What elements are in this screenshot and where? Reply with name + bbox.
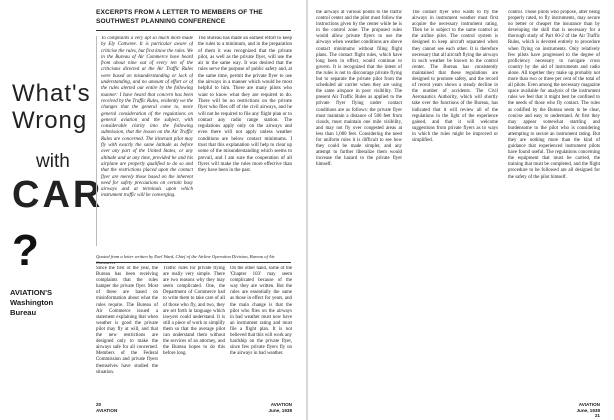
excerpt-column-1	[96, 36, 193, 246]
magazine-name: AVIATION	[578, 402, 600, 407]
body-paragraph: the airways at various points to the traffic control center and the pilot must follow the instructions given by the center while he is in the control zone. The proposed rules would allow private flyers to use the airways when weather conditions are above contact minimums without filing flight plans. The contact flight rules, which have long been in effect, would continue to govern. It is recognized that the intent of the rules is not to discourage private flying but to separate the private pilot from the scheduled air carrier when they are using the same airspace in poor visibility. The present Air Traffic Rules as applied to the private flyer flying under contact conditions are as follows: the private flyer must maintain a distance of 500 feet from clouds, must maintain one mile visibility, and may not fly over congested areas at less than 1,000 feet. Considering the need for uniform rules it is difficult to see how they could be made simpler, and any attempt to further liberalize them would increase the hazard to the private flyer himself.	[316, 10, 402, 168]
right-column-2	[412, 10, 498, 398]
excerpt-paragraph: To complaints a very apt so much more made by Ely Cottwree. It is particular aware of criticise the rules, but first know the rules. We in the Bureau of Air Commerce have heard from about nine out of every ten of the criticisms directed at the Air Traffic Rules were based on misunderstanding or lack of understanding, and no amount of effort or of the rules alerted our entire by the following manner: I have heard that concern has been received by the Traffic Rules, evidently we the changes that the general come to, more general consideration of the regulations on general aviation and the subject, with considerable clarity into the following submission, that the lesson on the Air Traffic Rules are concerned. The itinerant pilot may fly with exactly the same latitude as before over any part of the United States, or any altitude and at any time, provided he and his airplane are properly qualified to do so and that the restrictions placed upon the contact flyer are merely those based on the inherent need for safety precautions on certain busy airways and at terminals upon which instrument traffic will be converging.	[101, 36, 193, 199]
headline-line-3: with	[36, 151, 70, 172]
issue-date: June, 1938	[576, 407, 600, 413]
headline-line-2: Wrong	[12, 107, 88, 134]
body-paragraph: Since the first of the year, the Bureau has been receiving complaints that the rules hamper the private flyer. Most of these are based on misinformation about what the rules require. The Bureau of Air Commerce issued a statement explaining that when weather is good the private pilot may fly at will, and that the new restrictions are designed only to make the airways safe for all concerned. Members of the Federal Commission and private flyers themselves have studied the situation.	[96, 266, 158, 375]
magazine-name: AVIATION	[270, 402, 292, 407]
body-paragraph: Traffic rules for private flying are really very simple. There are two reasons why they may seem complicated. One, the Department of Commerce had to write them to take care of all of those who fly, and two, they are set forth in language which lawyers could understand. It is still a piece of work to simplify them so that the average pilot can understand them without the services of an attorney, and the Bureau hopes to do this before long.	[163, 266, 225, 357]
left-page	[0, 0, 306, 420]
page-folio-right	[544, 402, 600, 419]
page-folio-left	[96, 402, 117, 413]
body-column-2	[163, 266, 225, 402]
excerpt-paragraph: The Bureau has made an earnest effort to keep the rules to a minimum, and in the preparation of them it was recognized that the private pilot, as well as the private flyer, will use the air in the same way. It was desired that the rules serve the purpose of public safety and, at the same time, permit the private flyer to use the airways in a manner which would be most helpful to him. There are many pilots who want to know what they are required to do. There will be no restrictions on the private flyer who flies off of the civil airways, and he will not be required to file any flight plan or to contact any radio range station. The regulations apply only on the airways and even there will not apply unless weather conditions are below contact minimums. I trust that this explanation will help to clear up some of the misunderstanding which seems to prevail, and I am sure the cooperation of all flyers will make the rules more effective than they have been in the past.	[198, 36, 292, 174]
divider-rule	[96, 30, 291, 31]
body-paragraph: On the other hand, some of the 'Chapter 103' may seem complicated because of the way they are written. But the rules are essentially the same as those in effect for years, and the main change is that the pilot who flies on the airways in bad weather must now have an instrument rating and must file a flight plan. It is not believed that this will work any hardship on the private flyer, since few private flyers fly on the airways in bad weather.	[230, 266, 292, 357]
right-column-1	[316, 10, 402, 398]
excerpt-column-2	[198, 36, 292, 246]
divider-rule	[96, 262, 291, 263]
magazine-name: AVIATION	[96, 407, 118, 413]
body-column-1	[96, 266, 158, 402]
body-paragraph: The contact flyer who wants to fly the airways in instrument weather must first acquire the necessary instrument rating. Then he is subject to the same control as the airline pilot. The control system is designed to keep aircraft separated when they cannot see each other. It is therefore necessary that all aircraft flying the airways in such weather be known to the control center. The Bureau has consistently maintained that these regulations are designed to promote safety, and the record of recent years shows a steady decline in the number of accidents. The Civil Aeronautics Authority, which will shortly take over the functions of the Bureau, has indicated that it will review all of the regulations in the light of the experience gained, and that it will welcome suggestions from private flyers as to ways in which the rules might be improved or simplified.	[412, 10, 498, 143]
body-paragraph: control. Those pilots who propose, after being properly rated, to fly instruments, may secure no better or cheaper the insurance than by developing the skill that is necessary for a thorough study of Part 60-2 of the Air Traffic Rules, which is devoted entirely to procedure when flying on instruments. Only relatively few pilots have progressed to the degree of proficiency necessary to navigate cross country by the aid of instruments and radio alone. All together they make up probably not more than two or three per cent of the total of all pilots. Even among the necessary magazine space available for analysis of the instrument rules we feel that it might best be confined to the needs of those who fly contact. The rules as codified by the Bureau seem to be clear, concise and easy to understand. At first they may appear somewhat startling and burdensome to the pilot who is considering attempting to secure an instrument rating. But they are nothing more than the kind of guidance that experienced instrument pilots have found useful. The regulations concerning the equipment that must be carried, the training that must be completed, and the flight procedure to be followed are all designed for the safety of the pilot himself.	[508, 10, 600, 180]
headline-question-mark: ?	[12, 226, 39, 275]
headline-line-4: CAR	[12, 174, 104, 216]
body-column-3	[230, 266, 292, 402]
excerpt-heading: EXCERPTS FROM A LETTER TO MEMBERS OF THE SOUTHWEST PLANNING CONFERENCE	[96, 9, 263, 25]
page-folio-left-title	[244, 402, 292, 413]
byline: AVIATION'S Washington Bureau	[10, 288, 54, 317]
issue-date: June, 1938	[268, 407, 292, 413]
page-number: 20	[96, 402, 102, 407]
right-column-3	[508, 10, 600, 398]
excerpt-caption: Quoted from a letter written by Earl Ward, Chief of the Airline Operation Division, Bureau of Air	[96, 254, 275, 259]
headline-line-1: What's	[12, 80, 91, 107]
page-number: 21	[594, 413, 600, 419]
